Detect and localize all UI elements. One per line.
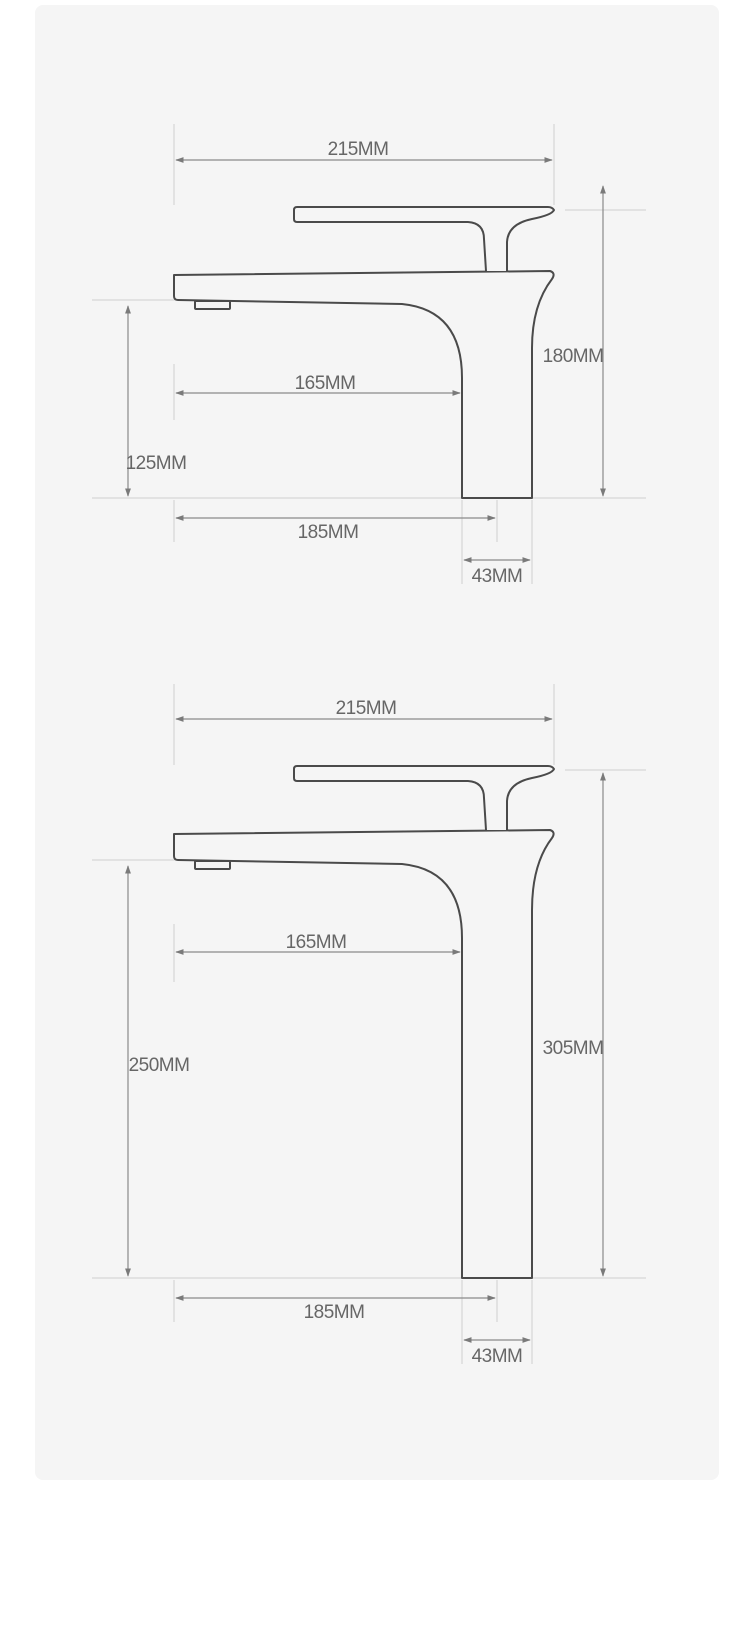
spout-height-label: 250MM <box>128 1055 190 1076</box>
total-height-label: 180MM <box>542 346 604 367</box>
base-diameter-label: 43MM <box>471 566 523 587</box>
spout-reach-label: 165MM <box>294 373 356 394</box>
base-diameter-label: 43MM <box>471 1346 523 1367</box>
spout-reach-label: 165MM <box>285 932 347 953</box>
base-offset-label: 185MM <box>303 1302 365 1323</box>
tall-faucet-drawing <box>92 684 646 1367</box>
faucet-handle-outline <box>294 207 554 271</box>
faucet-body-outline <box>174 830 554 1278</box>
aerator-outline <box>195 301 230 309</box>
overall-length-label: 215MM <box>335 698 397 719</box>
base-offset-label: 185MM <box>297 522 359 543</box>
short-faucet-drawing <box>92 124 646 587</box>
total-height-label: 305MM <box>542 1038 604 1059</box>
overall-length-label: 215MM <box>327 139 389 160</box>
faucet-handle-outline <box>294 766 554 830</box>
aerator-outline <box>195 861 230 869</box>
spout-height-label: 125MM <box>125 453 187 474</box>
